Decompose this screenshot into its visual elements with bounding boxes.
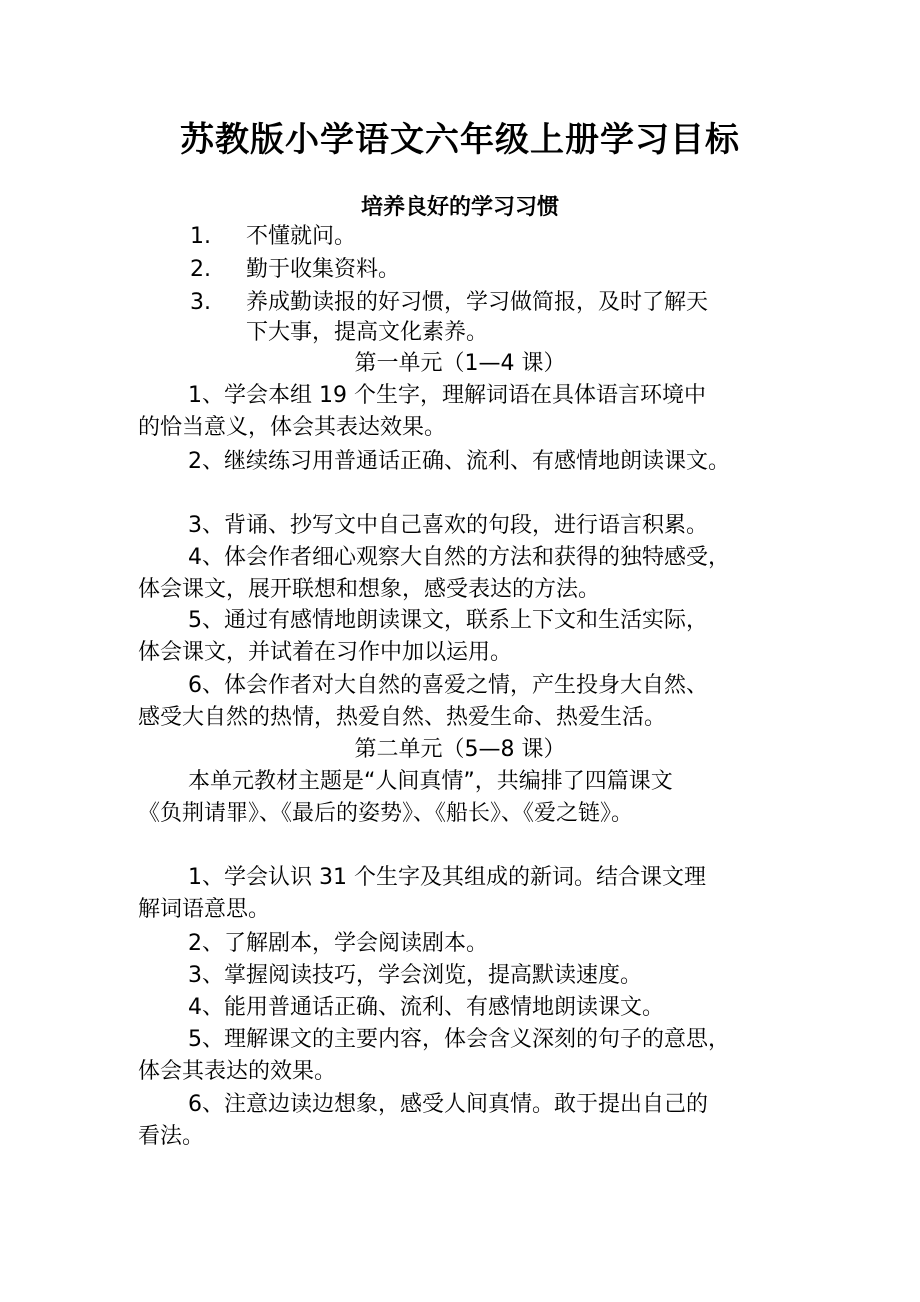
habit-item	[190, 222, 356, 252]
unit2-item-line: 4、能用普通话正确、流利、有感情地朗读课文。	[188, 995, 664, 1020]
unit2-item-line: 体会其表达的效果。	[138, 1059, 337, 1084]
unit1-item-line: 4、体会作者细心观察大自然的方法和获得的独特感受，	[188, 545, 730, 570]
unit1-item-line: 的恰当意义，体会其表达效果。	[138, 415, 447, 440]
unit1-item-line: 3、背诵、抄写文中自己喜欢的句段，进行语言积累。	[188, 513, 708, 538]
unit2-item-line: 1、学会认识 31 个生字及其组成的新词。结合课文理	[188, 865, 706, 890]
unit2-intro-line: 《负荆请罪》、《最后的姿势》、《船长》、《爱之链》。	[138, 801, 634, 826]
unit1-item-line: 体会课文，并试着在习作中加以运用。	[138, 640, 513, 665]
unit2-item-line: 看法。	[138, 1124, 205, 1149]
unit1-item-line: 体会课文，展开联想和想象，感受表达的方法。	[138, 577, 601, 602]
habit-text: 不懂就问。	[246, 224, 357, 249]
unit2-intro-line: 本单元教材主题是“人间真情”，共编排了四篇课文	[188, 769, 673, 794]
habit-text-continued: 下大事，提高文化素养。	[246, 320, 489, 345]
unit2-item-line: 6、注意边读边想象，感受人间真情。敢于提出自己的	[188, 1092, 708, 1117]
unit2-item-line: 解词语意思。	[138, 897, 271, 922]
unit1-item-line: 5、通过有感情地朗读课文，联系上下文和生活实际，	[188, 608, 708, 633]
unit2-item-line: 5、理解课文的主要内容，体会含义深刻的句子的意思，	[188, 1027, 730, 1052]
unit1-heading: 第一单元（1—4 课）	[354, 351, 566, 376]
habit-text: 养成勤读报的好习惯，学习做简报，及时了解天	[246, 290, 709, 315]
unit1-item-line: 1、学会本组 19 个生字，理解词语在具体语言环境中	[188, 383, 706, 408]
page-title: 苏教版小学语文六年级上册学习目标	[180, 120, 740, 160]
unit2-item-line: 2、了解剧本，学会阅读剧本。	[188, 931, 488, 956]
habit-item	[190, 255, 400, 285]
unit1-item-line: 6、体会作者对大自然的喜爱之情，产生投身大自然、	[188, 673, 708, 698]
habit-number: 1.	[190, 224, 211, 249]
unit1-item-line: 2、继续练习用普通话正确、流利、有感情地朗读课文。	[188, 449, 730, 474]
habits-heading: 培养良好的学习习惯	[360, 195, 559, 220]
unit2-heading: 第二单元（5—8 课）	[354, 737, 566, 762]
habit-number: 3.	[190, 290, 211, 315]
unit2-item-line: 3、掌握阅读技巧，学会浏览，提高默读速度。	[188, 963, 642, 988]
unit1-item-line: 感受大自然的热情，热爱自然、热爱生命、热爱生活。	[138, 705, 667, 730]
habit-item	[190, 288, 708, 318]
habit-text: 勤于收集资料。	[246, 257, 401, 282]
habit-number: 2.	[190, 257, 211, 282]
